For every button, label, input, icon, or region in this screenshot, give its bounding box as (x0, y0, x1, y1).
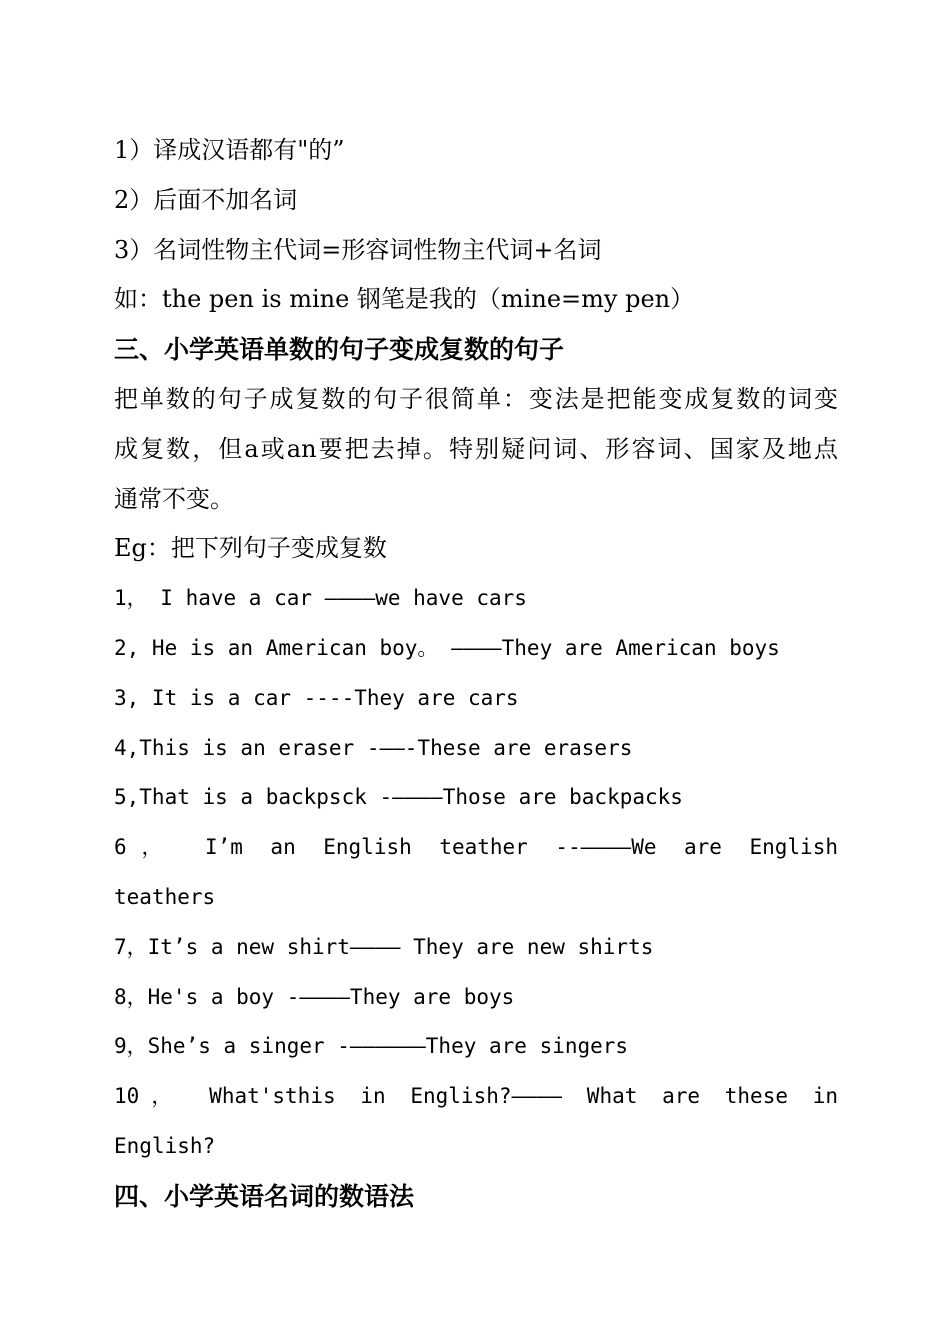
example-line: 9，She’s a singer -——————They are singers (114, 1034, 629, 1059)
example-line: 7，It’s a new shirt———— They are new shirts (114, 934, 654, 959)
text-line: 如：the pen is mine 钢笔是我的（mine=my pen） (114, 285, 695, 314)
paragraph-line: 通常不变。 (114, 484, 234, 513)
example-line: 4,This is an eraser -——-These are erasers (114, 735, 633, 760)
text-line: 1）译成汉语都有"的” (114, 136, 345, 164)
example-line: 1， I have a car ————we have cars (114, 586, 527, 611)
example-line: 3, It is a car ----They are cars (114, 685, 519, 710)
example-line: 2, He is an American boy。 ————They are American boys (114, 635, 780, 660)
example-line: English? (114, 1133, 216, 1158)
example-line: 5,That is a backpsck -————Those are backpacks (114, 785, 683, 810)
example-label: Eg：把下列句子变成复数 (114, 534, 387, 563)
paragraph-line: 把单数的句子成复数的句子很简单：变法是把能变成复数的词变 (114, 384, 838, 413)
text-line: 2）后面不加名词 (114, 185, 298, 214)
example-line: teathers (114, 884, 216, 909)
document-page (114, 126, 838, 1222)
example-line: 8，He's a boy -————They are boys (114, 984, 515, 1009)
section-heading-four: 四、小学英语名词的数语法 (114, 1181, 415, 1211)
paragraph-line: 成复数，但a或an要把去掉。特别疑问词、形容词、国家及地点 (114, 434, 838, 463)
example-line: 6， I’m an English teather --————We are English (114, 835, 838, 860)
text-line: 3）名词性物主代词=形容词性物主代词+名词 (114, 235, 602, 264)
section-heading-three: 三、小学英语单数的句子变成复数的句子 (114, 335, 565, 365)
example-line: 10， What'sthis in English?———— What are these in (114, 1084, 838, 1109)
